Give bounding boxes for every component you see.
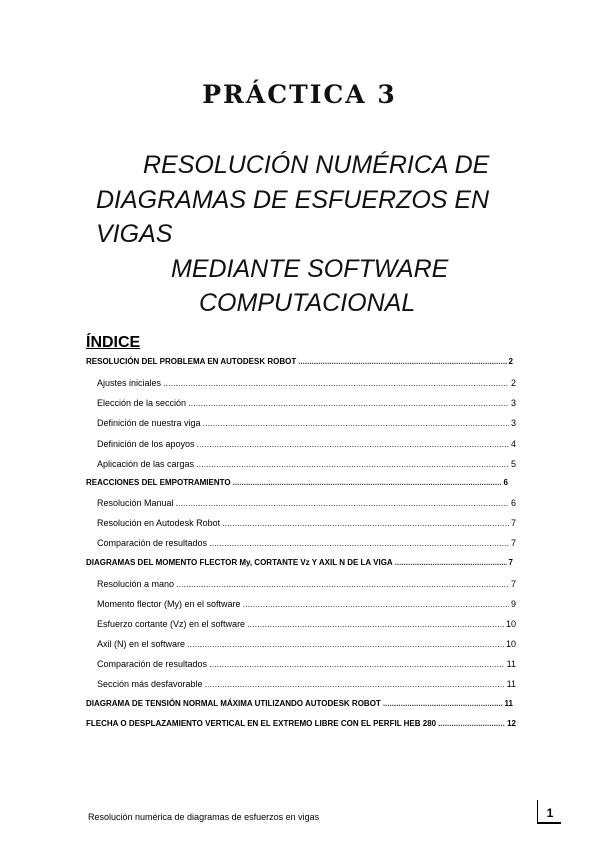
toc-leader-dots: [222, 518, 509, 528]
toc-entry-page: 11: [506, 659, 516, 669]
toc-heading: ÍNDICE: [86, 334, 141, 351]
footer-text: Resolución numérica de diagramas de esfuerzos en vigas: [88, 812, 320, 822]
toc-entry[interactable]: [86, 558, 513, 567]
toc-entry[interactable]: [97, 459, 516, 469]
toc-leader-dots: [203, 418, 509, 428]
toc-entry-page: 6: [510, 498, 516, 508]
toc-entry-label: Esfuerzo cortante (Vz) en el software: [97, 619, 246, 629]
toc-entry[interactable]: [97, 639, 516, 649]
toc-entry-page: 9: [510, 599, 516, 609]
toc-entry-page: 10: [505, 639, 516, 649]
toc-entry-label: DIAGRAMAS DEL MOMENTO FLECTOR My, CORTANTE Vz Y AXIL N DE LA VIGA: [86, 558, 393, 567]
toc-entry-label: Elección de la sección: [97, 398, 187, 408]
toc-entry[interactable]: [97, 498, 516, 508]
toc-entry-label: Comparación de resultados: [97, 659, 208, 669]
toc-leader-dots: [438, 719, 505, 728]
toc-entry[interactable]: [86, 719, 516, 728]
toc-leader-dots: [395, 558, 507, 567]
toc-entry-page: 2: [510, 378, 516, 388]
toc-entry-page: 3: [510, 418, 516, 428]
toc-entry-label: Resolución a mano: [97, 579, 175, 589]
toc-leader-dots: [233, 478, 502, 487]
toc-leader-dots: [205, 679, 505, 689]
toc-entry[interactable]: [86, 699, 513, 708]
toc-leader-dots: [209, 538, 509, 548]
main-title-line: RESOLUCIÓN NUMÉRICA DE: [143, 151, 490, 179]
toc-leader-dots: [209, 659, 505, 669]
toc-entry-page: 7: [508, 558, 513, 567]
page-number-divider: [537, 800, 538, 824]
toc-entry-page: 2: [508, 357, 513, 366]
toc-entry[interactable]: [97, 599, 516, 609]
toc-leader-dots: [247, 619, 504, 629]
toc-entry[interactable]: [86, 478, 508, 487]
toc-entry[interactable]: [97, 659, 516, 669]
toc-leader-dots: [243, 599, 509, 609]
toc-leader-dots: [188, 398, 509, 408]
toc-entry-page: 10: [505, 619, 516, 629]
toc-entry-label: RESOLUCIÓN DEL PROBLEMA EN AUTODESK ROBOT: [86, 357, 297, 366]
toc-leader-dots: [176, 498, 509, 508]
toc-entry-page: 5: [510, 459, 516, 469]
toc-entry-page: 7: [510, 538, 516, 548]
toc-entry[interactable]: [86, 357, 513, 366]
toc-entry-label: FLECHA O DESPLAZAMIENTO VERTICAL EN EL EXTREMO LIBRE CON EL PERFIL HEB 280: [86, 719, 437, 728]
toc-entry-page: 4: [510, 439, 516, 449]
toc-entry-label: Definición de los apoyos: [97, 439, 195, 449]
toc-entry-label: Sección más desfavorable: [97, 679, 203, 689]
toc-entry-label: Ajustes iniciales: [97, 378, 162, 388]
toc-entry-label: DIAGRAMA DE TENSIÓN NORMAL MÁXIMA UTILIZANDO AUTODESK ROBOT: [86, 699, 381, 708]
toc-entry[interactable]: [97, 378, 516, 388]
toc-entry-page: 3: [510, 398, 516, 408]
toc-entry[interactable]: [97, 579, 516, 589]
main-title: [0, 148, 599, 321]
toc-entry-label: Momento flector (My) en el software: [97, 599, 241, 609]
toc-entry[interactable]: [97, 679, 516, 689]
toc-entry-label: Aplicación de las cargas: [97, 459, 195, 469]
toc-entry-page: 6: [503, 478, 508, 487]
toc-entry-label: Comparación de resultados: [97, 538, 208, 548]
toc-leader-dots: [197, 439, 509, 449]
toc-entry-page: 7: [510, 518, 516, 528]
toc-leader-dots: [163, 378, 509, 388]
main-title-line: COMPUTACIONAL: [199, 289, 416, 317]
toc-leader-dots: [187, 639, 504, 649]
toc-entry-page: 11: [504, 699, 513, 708]
main-title-line: MEDIANTE SOFTWARE: [171, 254, 449, 283]
toc-entry-label: Resolución Manual: [97, 498, 174, 508]
toc-entry-page: 12: [507, 719, 516, 728]
toc-leader-dots: [383, 699, 503, 708]
toc-entry-label: Definición de nuestra viga: [97, 418, 201, 428]
practice-title: PRÁCTICA 3: [202, 80, 397, 109]
toc-entry[interactable]: [97, 538, 516, 548]
toc-entry[interactable]: [97, 518, 516, 528]
toc-entry[interactable]: [97, 418, 516, 428]
toc-entry-label: Resolución en Autodesk Robot: [97, 518, 221, 528]
toc-entry-label: REACCIONES DEL EMPOTRAMIENTO: [86, 478, 231, 487]
page-number: 1: [546, 806, 554, 820]
toc-leader-dots: [298, 357, 506, 366]
main-title-line: VIGAS: [96, 220, 173, 248]
page-number-underline: [537, 822, 561, 824]
toc-leader-dots: [176, 579, 509, 589]
toc-entry-page: 11: [506, 679, 516, 689]
toc-leader-dots: [196, 459, 509, 469]
toc-entry[interactable]: [97, 439, 516, 449]
toc-entry[interactable]: [97, 398, 516, 408]
toc-entry-label: Axil (N) en el software: [97, 639, 186, 649]
main-title-line: DIAGRAMAS DE ESFUERZOS EN: [96, 185, 490, 214]
toc-entry[interactable]: [97, 619, 516, 629]
toc-entry-page: 7: [510, 579, 516, 589]
